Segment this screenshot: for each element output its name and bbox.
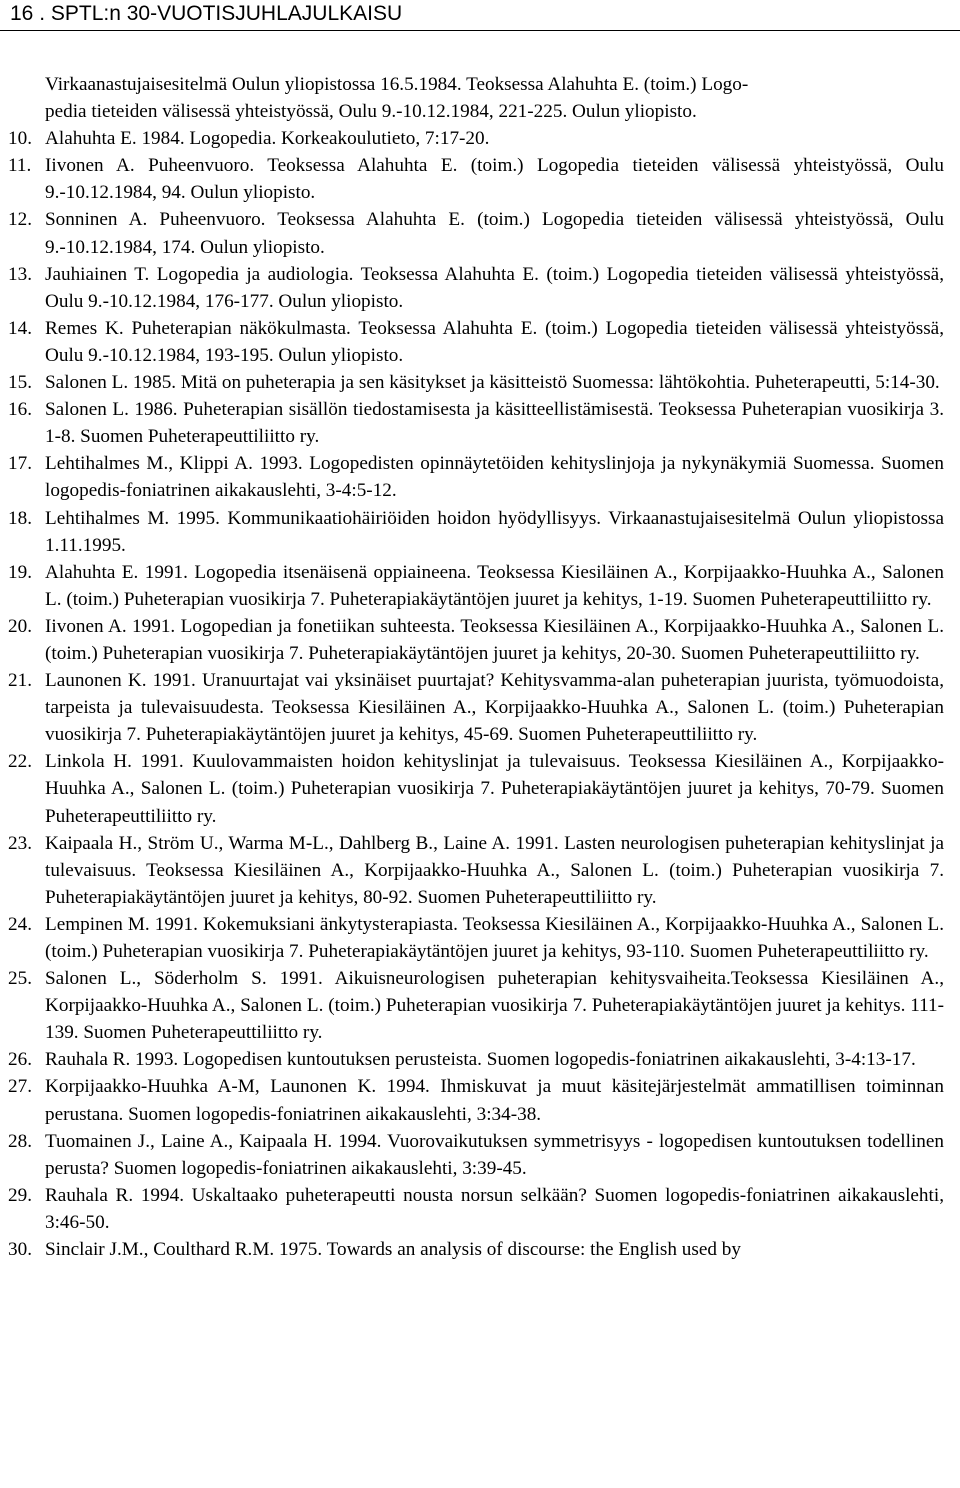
page-header <box>0 0 960 31</box>
reference-text: Iivonen A. 1991. Logopedian ja fonetiikan suhteesta. Teoksessa Kiesiläinen A., Korpijaakko-Huuhka A., Salonen L. (toim.) Puheterapian vuosikirja 7. Puheterapiakäytäntöjen juuret ja kehitys, 20-30. Suomen Puheterapeuttiliitto ry. <box>45 615 944 664</box>
reference-item <box>8 667 944 748</box>
reference-item <box>8 505 944 559</box>
reference-item <box>8 1073 944 1127</box>
reference-number: 11. <box>8 155 32 177</box>
reference-item <box>8 261 944 315</box>
reference-item <box>8 559 944 613</box>
reference-number: 19. <box>8 561 32 583</box>
continued-reference-line-2: pedia tieteiden välisessä yhteistyössä, Oulu 9.-10.12.1984, 221-225. Oulun yliopisto. <box>45 101 697 123</box>
reference-number: 14. <box>8 317 32 339</box>
reference-number: 13. <box>8 263 32 285</box>
reference-item <box>8 911 944 965</box>
reference-item <box>8 1236 944 1263</box>
reference-text: Alahuhta E. 1991. Logopedia itsenäisenä oppiaineena. Teoksessa Kiesiläinen A., Korpijaakko-Huuhka A., Salonen L. (toim.) Puheterapian vuosikirja 7. Puheterapiakäytäntöjen juuret ja kehitys, 1-19. Suomen Puheterapeuttiliitto ry. <box>45 561 944 610</box>
reference-item <box>8 315 944 369</box>
reference-text: Salonen L., Söderholm S. 1991. Aikuisneurologisen puheterapian kehitysvaiheita.Teoksessa Kiesiläinen A., Korpijaakko-Huuhka A., Salonen L. (toim.) Puheterapian vuosikirja 7. Puheterapiakäytäntöjen juuret ja kehitys. 111-139. Suomen Puheterapeuttiliitto ry. <box>45 968 944 1044</box>
reference-text: Lehtihalmes M., Klippi A. 1993. Logopedisten opinnäytetöiden kehityslinjoja ja nykynäkymiä Suomessa. Suomen logopedis-foniatrinen aikakauslehti, 3-4:5-12. <box>45 453 944 502</box>
reference-number: 16. <box>8 399 32 421</box>
reference-text: Remes K. Puheterapian näkökulmasta. Teoksessa Alahuhta E. (toim.) Logopedia tieteiden välisessä yhteistyössä, Oulu 9.-10.12.1984, 193-195. Oulun yliopisto. <box>45 317 944 366</box>
reference-number: 24. <box>8 913 32 935</box>
reference-item <box>8 125 944 152</box>
reference-item <box>8 965 944 1046</box>
reference-text: Sonninen A. Puheenvuoro. Teoksessa Alahuhta E. (toim.) Logopedia tieteiden välisessä yhteistyössä, Oulu 9.-10.12.1984, 174. Oulun yliopisto. <box>45 209 944 258</box>
reference-text: Linkola H. 1991. Kuulovammaisten hoidon kehityslinjat ja tulevaisuus. Teoksessa Kiesiläinen A., Korpijaakko-Huuhka A., Salonen L. (toim.) Puheterapian vuosikirja 7. Puheterapiakäytäntöjen juuret ja kehitys, 70-79. Suomen Puheterapeuttiliitto ry. <box>45 751 944 827</box>
continued-reference-line-1: Virkaanastujaisesitelmä Oulun yliopistossa 16.5.1984. Teoksessa Alahuhta E. (toim.) Logo- <box>45 74 749 95</box>
reference-text: Lehtihalmes M. 1995. Kommunikaatiohäiriöiden hoidon hyödyllisyys. Virkaanastujaisesitelmä Oulun yliopistossa 1.11.1995. <box>45 507 944 556</box>
reference-text: Salonen L. 1985. Mitä on puheterapia ja sen käsitykset ja käsitteistö Suomessa: lähtökohtia. Puheterapeutti, 5:14-30. <box>45 372 940 394</box>
reference-item <box>8 450 944 504</box>
reference-text: Rauhala R. 1994. Uskaltaako puheterapeutti nousta norsun selkään? Suomen logopedis-foniatrinen aikakauslehti, 3:46-50. <box>45 1184 944 1233</box>
page-header-title: 16 . SPTL:n 30-VUOTISJUHLAJULKAISU <box>10 2 403 25</box>
reference-item <box>8 830 944 911</box>
reference-text: Jauhiainen T. Logopedia ja audiologia. Teoksessa Alahuhta E. (toim.) Logopedia tieteiden välisessä yhteistyössä, Oulu 9.-10.12.1984, 176-177. Oulun yliopisto. <box>45 263 944 312</box>
reference-text: Launonen K. 1991. Uranuurtajat vai yksinäiset puurtajat? Kehitysvamma-alan puheterapian juurista, työmuodoista, tarpeista ja tulevaisuudesta. Teoksessa Kiesiläinen A., Korpijaakko-Huuhka A., Salonen L. (toim.) Puheterapian vuosikirja 7. Puheterapiakäytäntöjen juuret ja kehitys, 45-69. Suomen Puheterapeuttiliitto ry. <box>45 670 944 746</box>
reference-item <box>8 369 944 396</box>
reference-text: Iivonen A. Puheenvuoro. Teoksessa Alahuhta E. (toim.) Logopedia tieteiden välisessä yhteistyössä, Oulu 9.-10.12.1984, 94. Oulun yliopisto. <box>45 155 944 204</box>
reference-text: Sinclair J.M., Coulthard R.M. 1975. Towards an analysis of discourse: the English used by <box>45 1239 741 1261</box>
reference-item <box>8 396 944 450</box>
reference-number: 10. <box>8 128 32 150</box>
reference-number: 26. <box>8 1049 32 1071</box>
reference-number: 12. <box>8 209 32 231</box>
reference-text: Lempinen M. 1991. Kokemuksiani änkytysterapiasta. Teoksessa Kiesiläinen A., Korpijaakko-Huuhka A., Salonen L. (toim.) Puheterapian vuosikirja 7. Puheterapiakäytäntöjen juuret ja kehitys, 93-110. Suomen Puheterapeuttiliitto ry. <box>45 913 944 962</box>
reference-number: 29. <box>8 1184 32 1206</box>
reference-text: Kaipaala H., Ström U., Warma M-L., Dahlberg B., Laine A. 1991. Lasten neurologisen puheterapian kehityslinjat ja tulevaisuus. Teoksessa Kiesiläinen A., Korpijaakko-Huuhka A., Salonen L. (toim.) Puheterapian vuosikirja 7. Puheterapiakäytäntöjen juuret ja kehitys, 80-92. Suomen Puheterapeuttiliitto ry. <box>45 832 944 908</box>
reference-number: 18. <box>8 507 32 529</box>
reference-number: 25. <box>8 968 32 990</box>
reference-number: 23. <box>8 832 32 854</box>
reference-text: Tuomainen J., Laine A., Kaipaala H. 1994. Vuorovaikutuksen symmetrisyys - logopedisen kuntoutuksen todellinen perusta? Suomen logopedis-foniatrinen aikakauslehti, 3:39-45. <box>45 1130 944 1179</box>
reference-number: 27. <box>8 1076 32 1098</box>
reference-item <box>8 1182 944 1236</box>
reference-item <box>8 1046 944 1073</box>
reference-item <box>8 152 944 206</box>
reference-number: 21. <box>8 670 32 692</box>
reference-text: Salonen L. 1986. Puheterapian sisällön tiedostamisesta ja käsitteellistämisestä. Teoksessa Puheterapian vuosikirja 3. 1-8. Suomen Puheterapeuttiliitto ry. <box>45 399 944 448</box>
reference-list <box>8 71 944 1263</box>
reference-number: 17. <box>8 453 32 475</box>
reference-number: 28. <box>8 1130 32 1152</box>
reference-item <box>8 748 944 829</box>
reference-number: 15. <box>8 372 32 394</box>
reference-number: 22. <box>8 751 32 773</box>
reference-text: Alahuhta E. 1984. Logopedia. Korkeakoulutieto, 7:17-20. <box>45 128 490 150</box>
reference-item <box>8 206 944 260</box>
reference-text: Rauhala R. 1993. Logopedisen kuntoutuksen perusteista. Suomen logopedis-foniatrinen aikakauslehti, 3-4:13-17. <box>45 1049 916 1071</box>
reference-item <box>8 613 944 667</box>
reference-number: 20. <box>8 615 32 637</box>
reference-text: Korpijaakko-Huuhka A-M, Launonen K. 1994. Ihmiskuvat ja muut käsitejärjestelmät ammatillisen toiminnan perustana. Suomen logopedis-foniatrinen aikakauslehti, 3:34-38. <box>45 1076 944 1125</box>
reference-item <box>8 1128 944 1182</box>
reference-number: 30. <box>8 1239 32 1261</box>
